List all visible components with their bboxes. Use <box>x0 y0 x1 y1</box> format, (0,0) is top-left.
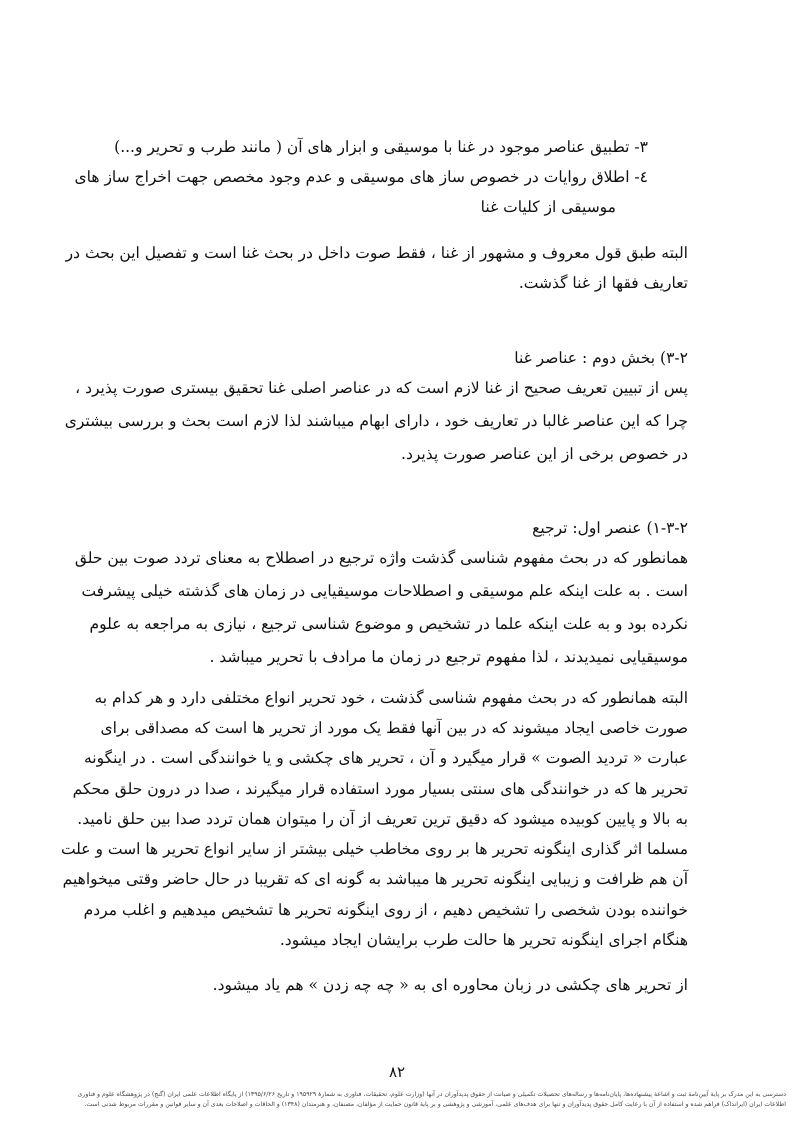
paragraph-line: البته همانطور که در بحث مفهوم شناسی گذشت ، خود تحریر انواع مختلفی دارد و هر کدام به <box>94 689 688 707</box>
paragraph-line: عبارت « تردید الصوت » قرار میگیرد و آن ، تحریر های چکشی و یا خوانندگی است . در اینگونه <box>83 749 688 767</box>
paragraph-line: موسیقیایی نمیدیدند ، لذا مفهوم ترجیع در زمان ما مرادف با تحریر میباشد . <box>209 648 688 666</box>
paragraph-line: البته طبق قول معروف و مشهور از غنا ، فقط صوت داخل در بحث غنا است و تفصیل این بحث در <box>65 244 688 262</box>
paragraph-line: به بالا و پایین کوبیده میشود که دقیق ترین تعریف از آن را میتوان همان تردد صدا بین حلق نامید. <box>77 810 688 828</box>
paragraph-line: تعاریف فقها از غنا گذشت. <box>518 274 688 292</box>
paragraph-line: هنگام اجرای اینگونه تحریر ها حالت طرب برایشان ایجاد میشود. <box>279 931 688 949</box>
list-item-3: ٣- تطبیق عناصر موجود در غنا با موسیقی و ابزار های آن ( مانند طرب و تحریر و...) <box>114 138 648 156</box>
paragraph-line: مسلما اثر گذاری اینگونه تحریر ها بر روی مخاطب خیلی بیشتر از سایر انواع تحریر ها است و علت <box>60 840 688 858</box>
paragraph-line: است . به علت اینکه علم موسیقی و اصطلاحات موسیقیایی در زمان های گذشته خیلی پیشرفت <box>81 582 688 600</box>
paragraph-line: همانطور که در بحث مفهوم شناسی گذشت واژه ترجیع در اصطلاح به معنای تردد صوت بین حلق <box>74 549 688 567</box>
paragraph-line: نکرده بود و به علت اینکه علما در تشخیص و موضوع شناسی ترجیع ، نیازی به مراجعه به علوم <box>89 615 688 633</box>
section-heading: ٢-٣) بخش دوم : عناصر غنا <box>514 349 688 367</box>
paragraph-line: پس از تبیین تعریف صحیح از غنا لازم است که در عناصر اصلی غنا تحقیق بیستری صورت پذیرد ، <box>75 379 688 397</box>
subsection-heading: ٢-٣-١) عنصر اول: ترجیع <box>532 519 688 537</box>
paragraph-line: از تحریر های چکشی در زبان محاوره ای به « چه چه زدن » هم یاد میشود. <box>212 976 688 994</box>
paragraph-line: آن هم ظرافت و زیبایی اینگونه تحریر ها میباشد به گونه ای که تقریبا در حال حاضر وقتی میخواهیم <box>62 870 688 888</box>
paragraph-line: چرا که این عناصر غالبا در تعاریف خود ، دارای ابهام میباشند لذا لازم است بحث و بررسی بیشتری <box>64 412 688 430</box>
page-number: ٨٢ <box>388 1063 406 1081</box>
paragraph-line: تحریر ها که در خوانندگی های سنتی بسیار مورد استفاده قرار میگیرند ، صدا در درون حلق محکم <box>72 780 688 798</box>
list-item-4-line-1: ٤- اطلاق روایات در خصوص ساز های موسیقی و عدم وجود مخصص جهت اخراج ساز های <box>74 168 648 186</box>
footer-notice-line-2: اطلاعات ایران (ایرانداک) فراهم شده و استفاده از آن با رعایت کامل حقوق پدیدآوران و تنها برای هدف‌های علمی، آموزشی و پژوهشی و بر پایهٔ قانون حمایت از مؤلفان، مصنفان، و هنرمندان (۱۳۴۸) و الحاقات و اصلاحات بعدی آن و سایر قوانین و مقررات مربوط شدنی است. <box>84 1101 786 1108</box>
paragraph-line: در خصوص برخی از این عناصر صورت پذیرد. <box>401 445 688 463</box>
paragraph-line: خواننده بودن شخصی را تشخیص دهیم ، از روی اینگونه تحریر ها تشخیص میدهیم و اغلب مردم <box>83 901 688 919</box>
footer-notice-line-1: دسترسی به این مدرک بر پایهٔ آیین‌نامهٔ ثبت و اشاعهٔ پیشنهاده‌ها، پایان‌نامه‌ها و رساله‌های تحصیلات تکمیلی و صیانت از حقوق پدیدآوران در آنها (وزارت علوم، تحقیقات، فناوری به شمارهٔ ۱۹۵۹۲۹ و تاریخ ۱۳۹۵/۶/۲۶) از پایگاه اطلاعات علمی ایران (گنج) در پژوهشگاه علوم و فناوری <box>77 1091 786 1098</box>
paragraph-line: صورت خاصی ایجاد میشوند که در بین آنها فقط یک مورد از تحریر ها است که مصداقی برای <box>100 719 688 737</box>
list-item-4-line-2: موسیقی از کلیات غنا <box>480 198 616 216</box>
